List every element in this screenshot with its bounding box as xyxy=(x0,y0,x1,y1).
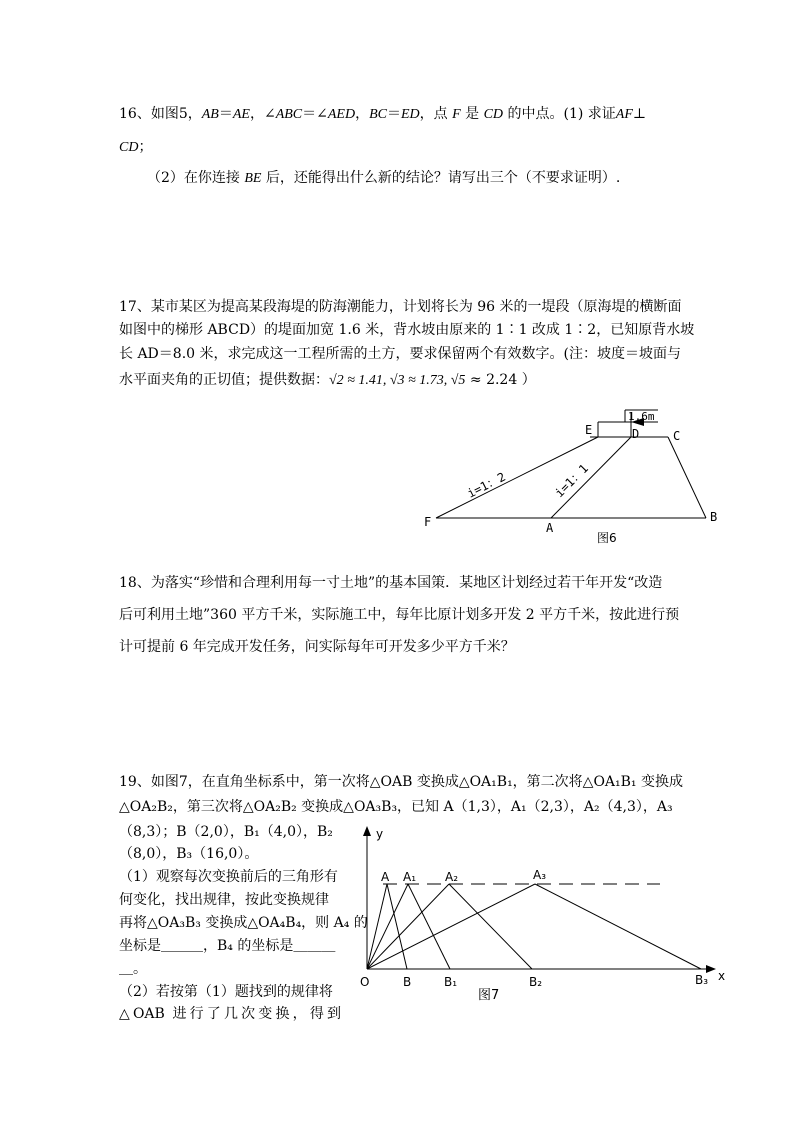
q19-line2: △OA₂B₂，第三次将△OA₂B₂ 变换成△OA₃B₃，已知 A（1,3），A₁（2,3），A₂（4,3），A₃ xyxy=(119,799,673,815)
q19-line10: （2）若按第（1）题找到的规律将 xyxy=(119,984,333,1000)
q18-line2: 后可利用土地”360 平方千米，实际施工中，每年比原计划多开发 2 平方千米，按此进行预 xyxy=(119,607,680,623)
q17-line2: 如图中的梯形 ABCD）的堤面加宽 1.6 米，背水坡由原来的 1∶1 改成 1∶2，已知原背水坡 xyxy=(119,322,695,338)
fig6-label-e: E xyxy=(585,423,593,437)
q17-line4: 水平面夹角的正切值；提供数据：√2 ≈ 1.41, √3 ≈ 1.73, √5 ≈ 2.24 ） xyxy=(119,372,536,388)
fig7-label-b1: B₁ xyxy=(444,975,458,989)
fig7-label-b: B xyxy=(403,975,412,989)
fig6-width-label: 1.6m xyxy=(628,410,655,423)
fig7-x-arrow xyxy=(706,965,716,973)
fig7-label-b2: B₂ xyxy=(529,975,543,989)
fig7-oa xyxy=(367,884,387,969)
fig7-origin-label: O xyxy=(360,975,370,989)
q16-line3: （2）在你连接 BE 后，还能得出什么新的结论？请写出三个（不要求证明）. xyxy=(147,170,621,186)
q19-line8: 坐标是＿＿＿，B₄ 的坐标是＿＿＿ xyxy=(119,938,336,954)
fig7-x-label: x xyxy=(718,969,726,983)
fig7-y-arrow xyxy=(363,826,371,836)
sqrt5: √5 xyxy=(450,373,466,388)
fig7-oa1 xyxy=(367,884,408,969)
q19-line1: 19、如图7，在直角坐标系中，第一次将△OAB 变换成△OA₁B₁，第二次将△OA₁B₁ 变换成 xyxy=(119,774,683,790)
fig6-label-c: C xyxy=(673,429,681,443)
q18-line1: 18、为落实“珍惜和合理利用每一寸土地”的基本国策．某地区计划经过若干年开发“改造 xyxy=(119,575,663,591)
q19-line6: 何变化，找出规律，按此变换规律 xyxy=(119,892,329,908)
q19-line5: （1）观察每次变换前后的三角形有 xyxy=(119,869,338,885)
fig7-a1b1 xyxy=(408,884,450,969)
fig7-caption: 图7 xyxy=(478,988,500,1003)
fig7-a3b3 xyxy=(535,884,701,969)
fig7-a2b2 xyxy=(449,884,532,969)
fig6-caption: 图6 xyxy=(597,531,617,545)
q16-line2: CD； xyxy=(119,139,153,155)
fig7-label-b3: B₃ xyxy=(695,973,709,987)
q17-line3: 长 AD＝8.0 米，求完成这一工程所需的土方，要求保留两个有效数字。(注：坡度＝坡面与 xyxy=(119,346,681,362)
fig7-label-a3: A₃ xyxy=(533,868,547,882)
sqrt3: √3 xyxy=(389,373,405,388)
fig6-label-f: F xyxy=(424,515,432,529)
fig7-oa2 xyxy=(367,884,449,969)
q19-line7: 再将△OA₃B₃ 变换成△OA₄B₄，则 A₄ 的 xyxy=(119,915,368,931)
q19-line3: （8,3）；B（2,0），B₁（4,0），B₂ xyxy=(119,824,333,840)
q17-line1: 17、某市某区为提高某段海堤的防海潮能力，计划将长为 96 米的一堤段（原海堤的横断面 xyxy=(119,299,682,315)
fig7-oa3 xyxy=(367,884,535,969)
q18-line3: 计可提前 6 年完成开发任务，问实际每年可开发多少平方千米？ xyxy=(119,639,515,655)
q19-line4: （8,0），B₃（16,0）。 xyxy=(119,846,259,862)
fig6-label-a: A xyxy=(546,521,554,535)
fig6-label-d: D xyxy=(632,427,640,441)
q19-line9: ＿。 xyxy=(119,961,147,977)
fig7-y-label: y xyxy=(376,827,384,841)
fig7-label-a1: A₁ xyxy=(403,870,417,884)
fig6-slope-old: i=1：1 xyxy=(552,461,592,501)
fig6-label-b: B xyxy=(710,510,718,524)
fig7-label-a: A xyxy=(381,870,390,884)
q19-line11: △OAB 进行了几次变换，得到 xyxy=(119,1006,341,1022)
q16-line1: 16、如图5，AB＝AE，∠ABC＝∠AED，BC＝ED，点 F 是 CD 的中点。(1) 求证AF⊥ xyxy=(119,106,647,122)
fig6-slope-new: i=1：2 xyxy=(465,469,508,501)
sqrt2: √2 xyxy=(329,373,344,388)
fig7-label-a2: A₂ xyxy=(445,870,459,884)
fig7-ab xyxy=(387,884,407,969)
